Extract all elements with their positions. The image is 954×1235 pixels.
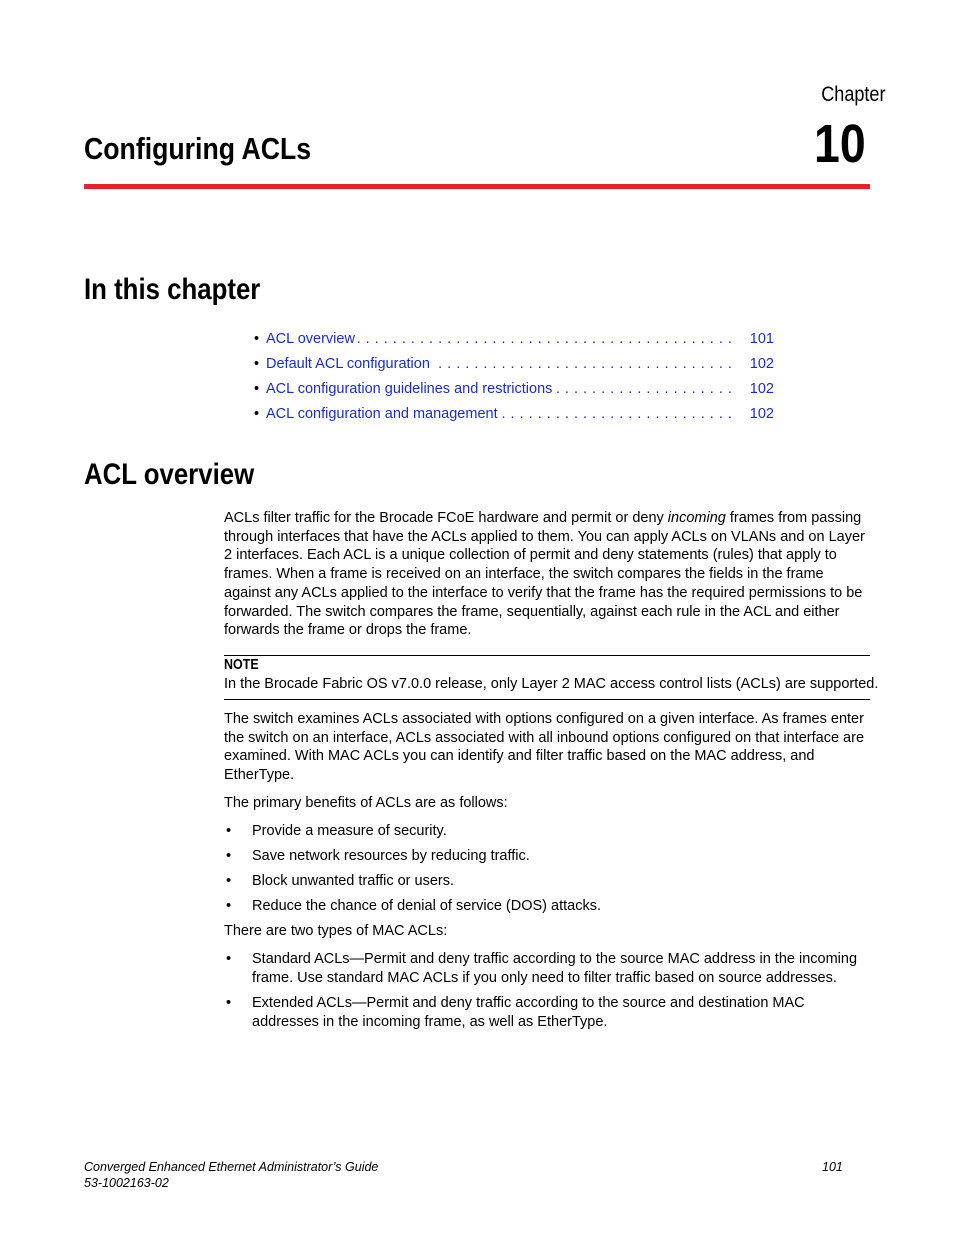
- footer-doc-number: 53-1002163-02: [84, 1176, 169, 1190]
- chapter-title: Configuring ACLs: [84, 131, 312, 166]
- bullet-icon: •: [226, 995, 232, 1011]
- bullet-icon: •: [254, 331, 260, 347]
- toc-item-label[interactable]: ACL configuration guidelines and restrictions: [266, 381, 555, 397]
- toc-item[interactable]: [254, 381, 774, 401]
- note-bottom-rule: [224, 699, 870, 700]
- bullet-icon: •: [226, 848, 232, 864]
- bullet-icon: •: [254, 406, 260, 422]
- bullet-icon: •: [226, 898, 232, 914]
- types-intro: There are two types of MAC ACLs:: [224, 923, 448, 939]
- toc-item-label[interactable]: Default ACL configuration: [266, 356, 433, 372]
- toc-item[interactable]: [254, 406, 774, 426]
- toc-item-label[interactable]: ACL configuration and management: [266, 406, 501, 422]
- note-label: NOTE: [224, 657, 259, 673]
- bullet-icon: •: [226, 951, 232, 967]
- toc-item-page[interactable]: 102: [749, 406, 774, 422]
- intro-paragraph: ACLs filter traffic for the Brocade FCoE hardware and permit or deny incoming frames from passing through interfaces that have the ACLs applied to them. You can apply ACLs on VLANs and on Layer 2 interfaces. Each ACL is a unique collection of permit and deny statements (rules) that apply to frames. When a frame is received on an interface, the switch compares the fields in the frame against any ACLs applied to the interface to verify that the frame has the required permissions to be forwarded. The switch compares the frame, sequentially, against each rule in the ACL and either forwards the frame or drops the frame.: [224, 510, 865, 639]
- bullet-icon: •: [254, 356, 260, 372]
- section-heading: ACL overview: [84, 458, 255, 491]
- toc-item-label[interactable]: ACL overview: [266, 331, 358, 347]
- bullet-icon: •: [226, 823, 232, 839]
- note-top-rule: [224, 655, 870, 656]
- bullet-icon: •: [254, 381, 260, 397]
- paragraph: The switch examines ACLs associated with options configured on a given interface. As frames enter the switch on an interface, ACLs associated with all inbound options configured on that interface are examined. With MAC ACLs you can identify and filter traffic based on the MAC address, and EtherType.: [224, 711, 865, 784]
- emphasis-text: incoming: [667, 510, 726, 526]
- toc-item-page[interactable]: 102: [749, 381, 774, 397]
- toc-heading: In this chapter: [84, 273, 261, 306]
- chapter-title-rule: [84, 184, 870, 189]
- chapter-label: Chapter: [821, 83, 886, 106]
- toc-item-page[interactable]: 101: [749, 331, 774, 347]
- toc-item[interactable]: [254, 356, 774, 376]
- benefits-intro: The primary benefits of ACLs are as follows:: [224, 795, 508, 811]
- footer-page-number: 101: [822, 1160, 843, 1174]
- toc-item-page[interactable]: 102: [749, 356, 774, 372]
- chapter-number: 10: [814, 114, 866, 174]
- toc-item[interactable]: [254, 331, 774, 351]
- bullet-icon: •: [226, 873, 232, 889]
- footer-guide-title: Converged Enhanced Ethernet Administrator’s Guide: [84, 1160, 379, 1174]
- note-text: In the Brocade Fabric OS v7.0.0 release, only Layer 2 MAC access control lists (ACLs) are supported.: [224, 676, 879, 692]
